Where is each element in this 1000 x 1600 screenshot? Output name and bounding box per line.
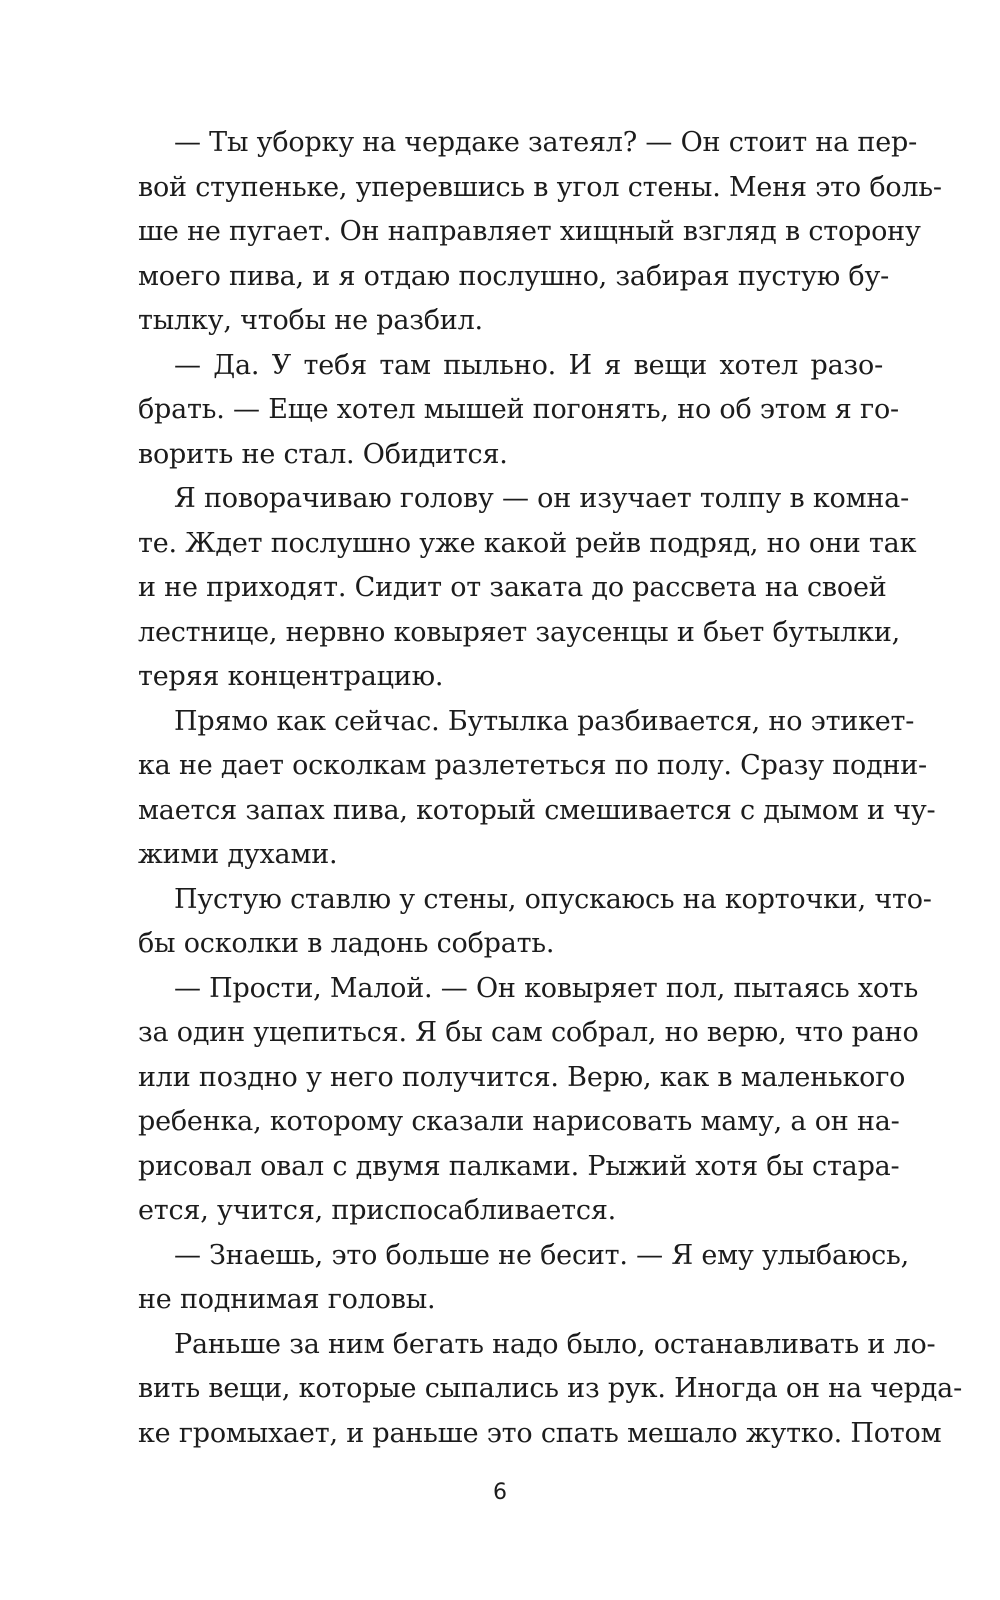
text-line: за один уцепиться. Я бы сам собрал, но верю, что рано: [138, 1017, 919, 1048]
text-line: жими духами.: [138, 839, 338, 870]
text-line: — Знаешь, это больше не бесит. — Я ему улыбаюсь,: [174, 1239, 909, 1271]
text-line: и не приходят. Сидит от заката до рассвета на своей: [138, 572, 887, 603]
text-line: ворить не стал. Обидится.: [138, 438, 508, 470]
text-line: ше не пугает. Он направляет хищный взгляд в сторону: [138, 216, 921, 247]
text-line: или поздно у него получится. Верю, как в маленького: [138, 1061, 906, 1093]
text-line: Раньше за ним бегать надо было, останавливать и ло-: [174, 1328, 936, 1360]
text-line: лестнице, нервно ковыряет заусенцы и бьет бутылки,: [138, 616, 901, 648]
text-line: моего пива, и я отдаю послушно, забирая пустую бу-: [138, 260, 890, 292]
text-line: — Прости, Малой. — Он ковыряет пол, пытаясь хоть: [174, 972, 919, 1004]
text-line: брать. — Еще хотел мышей погонять, но об этом я го-: [138, 394, 899, 425]
text-line: Пустую ставлю у стены, опускаюсь на корточки, что-: [174, 883, 932, 915]
text-line: теряя концентрацию.: [138, 661, 444, 692]
text-line: ке громыхает, и раньше это спать мешало жутко. Потом: [138, 1417, 942, 1449]
body-text: [138, 121, 962, 1456]
text-line: рисовал овал с двумя палками. Рыжий хотя бы стара-: [138, 1150, 900, 1182]
text-line: — Ты уборку на чердаке затеял? — Он стоит на пер-: [174, 127, 917, 158]
text-line: не поднимая головы.: [138, 1284, 436, 1315]
text-line: Я поворачиваю голову — он изучает толпу в комна-: [174, 483, 909, 514]
text-line: ка не дает осколкам разлететься по полу. Сразу подни-: [138, 750, 927, 781]
page-number: 6: [493, 1480, 507, 1505]
text-line: — Да. У тебя там пыльно. И я вещи хотел разо-: [174, 349, 883, 381]
text-line: вой ступеньке, уперевшись в угол стены. Меня это боль-: [138, 171, 942, 203]
text-line: ребенка, которому сказали нарисовать маму, а он на-: [138, 1106, 900, 1137]
text-line: те. Ждет послушно уже какой рейв подряд, но они так: [138, 527, 917, 559]
text-line: вить вещи, которые сыпались из рук. Иногда он на черда-: [138, 1373, 962, 1404]
text-line: бы осколки в ладонь собрать.: [138, 928, 555, 959]
text-line: тылку, чтобы не разбил.: [138, 305, 483, 336]
text-line: ется, учится, приспосабливается.: [138, 1195, 617, 1226]
text-line: мается запах пива, который смешивается с дымом и чу-: [138, 794, 936, 826]
text-line: Прямо как сейчас. Бутылка разбивается, но этикет-: [174, 705, 915, 737]
